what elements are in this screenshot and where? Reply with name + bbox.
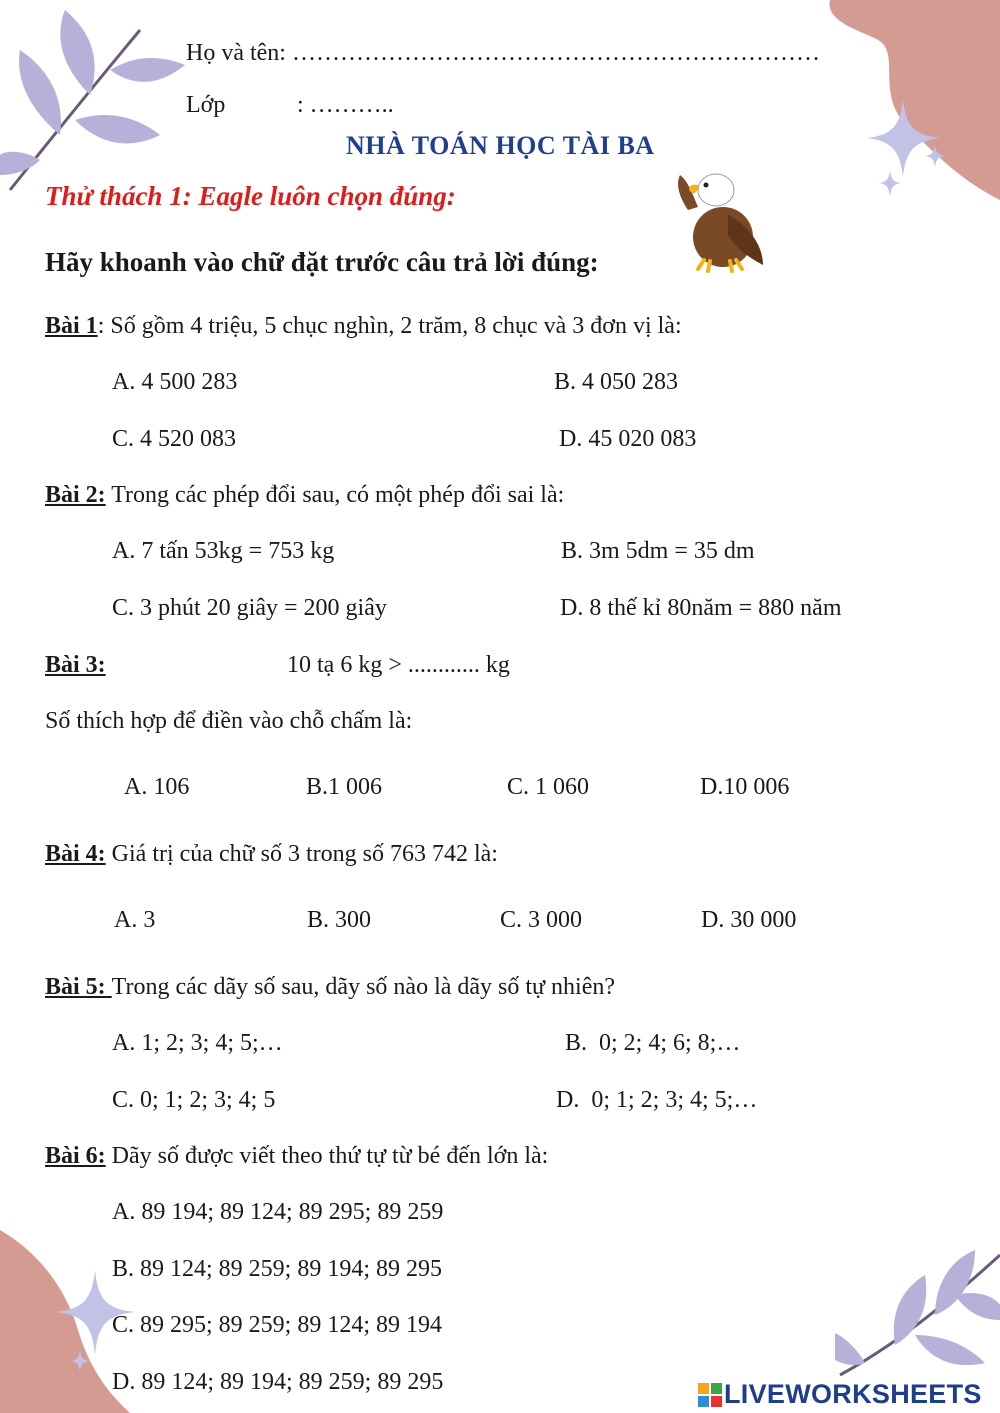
q2-option-a[interactable]: A. 7 tấn 53kg = 753 kg [112,538,335,564]
q2-option-d[interactable]: D. 8 thế kỉ 80năm = 880 năm [560,595,842,621]
challenge-heading: Thử thách 1: Eagle luôn chọn đúng: [45,181,456,211]
q1-option-d[interactable]: D. 45 020 083 [559,426,697,452]
eagle-illustration [668,165,768,275]
page-title: NHÀ TOÁN HỌC TÀI BA [346,131,655,160]
question-3-subtext: Số thích hợp để điền vào chỗ chấm là: [45,708,413,734]
question-text: Trong các dãy số sau, dãy số nào là dãy số tự nhiên? [111,974,616,1000]
q4-option-a[interactable]: A. 3 [114,907,156,933]
watermark-text: LIVEWORKSHEETS [724,1379,982,1409]
question-label: Bài 5: [45,974,112,1000]
q1-option-a[interactable]: A. 4 500 283 [112,369,238,395]
q5-option-a[interactable]: A. 1; 2; 3; 4; 5;… [112,1030,283,1056]
q5-option-c[interactable]: C. 0; 1; 2; 3; 4; 5 [112,1087,276,1113]
q3-option-d[interactable]: D.10 006 [700,774,790,800]
q3-option-b[interactable]: B.1 006 [306,774,383,800]
q1-option-c[interactable]: C. 4 520 083 [112,426,237,452]
question-3-label: Bài 3: [45,652,106,678]
question-text: Số gồm 4 triệu, 5 chục nghìn, 2 trăm, 8 chục và 3 đơn vị là: [104,313,682,339]
q4-option-c[interactable]: C. 3 000 [500,907,583,933]
question-6 [45,1143,548,1170]
q3-option-c[interactable]: C. 1 060 [507,774,590,800]
q5-option-d[interactable]: D. 0; 1; 2; 3; 4; 5;… [556,1087,758,1113]
question-5 [45,974,615,1001]
question-label: Bài 4: [45,841,106,867]
q1-option-b[interactable]: B. 4 050 283 [554,369,679,395]
question-separator: : [97,313,105,339]
q6-option-b[interactable]: B. 89 124; 89 259; 89 194; 89 295 [112,1256,443,1282]
instruction-text: Hãy khoanh vào chữ đặt trước câu trả lời đúng: [45,247,599,277]
question-3-text: 10 tạ 6 kg > ............ kg [287,652,510,678]
question-2 [45,482,564,509]
q4-option-d[interactable]: D. 30 000 [701,907,797,933]
q4-option-b[interactable]: B. 300 [307,907,372,933]
sparkle-top-right [865,95,950,200]
question-1 [45,313,682,340]
class-field-value: : ……….. [297,92,394,118]
q6-option-a[interactable]: A. 89 194; 89 124; 89 295; 89 259 [112,1199,444,1225]
question-4 [45,841,498,868]
q6-option-d[interactable]: D. 89 124; 89 194; 89 259; 89 295 [112,1369,444,1395]
name-field-label: Họ và tên: ………………………………………………………… [186,40,820,66]
leaf-branch-top-left [0,0,190,200]
class-field-label: Lớp [186,92,226,118]
q6-option-c[interactable]: C. 89 295; 89 259; 89 124; 89 194 [112,1312,443,1338]
question-label: Bài 6: [45,1143,106,1169]
question-text: Trong các phép đổi sau, có một phép đổi sai là: [105,482,565,508]
liveworksheets-logo-icon [698,1383,722,1407]
question-text: Giá trị của chữ số 3 trong số 763 742 là: [105,841,498,867]
q2-option-b[interactable]: B. 3m 5dm = 35 dm [561,538,755,564]
question-text: Dãy số được viết theo thứ tự từ bé đến lớn là: [105,1143,549,1169]
leaf-branch-bottom-right [835,1235,1000,1380]
question-label: Bài 2: [45,482,106,508]
question-label: Bài 1 [45,313,98,339]
q3-option-a[interactable]: A. 106 [124,774,190,800]
q2-option-c[interactable]: C. 3 phút 20 giây = 200 giây [112,595,387,621]
liveworksheets-watermark [698,1379,982,1410]
q5-option-b[interactable]: B. 0; 2; 4; 6; 8;… [565,1030,741,1056]
